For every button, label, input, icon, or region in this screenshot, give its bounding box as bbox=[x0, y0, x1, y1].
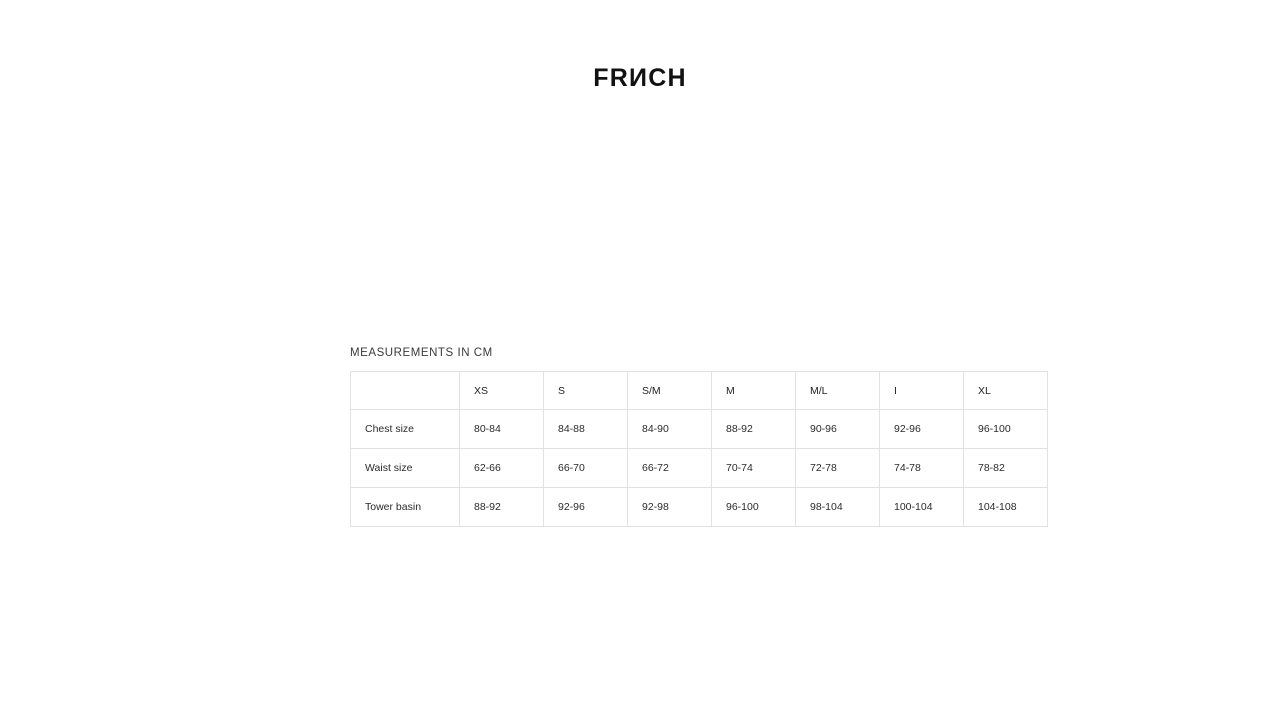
table-cell: 62-66 bbox=[460, 449, 544, 488]
measurements-caption: MEASUREMENTS IN CM bbox=[350, 347, 493, 359]
table-header-cell: XL bbox=[964, 372, 1048, 410]
row-label: Chest size bbox=[351, 410, 460, 449]
table-cell: 88-92 bbox=[460, 488, 544, 527]
brand-logo: FRИCH bbox=[593, 64, 687, 92]
table-header-cell bbox=[351, 372, 460, 410]
table-row bbox=[351, 410, 1048, 449]
row-label: Waist size bbox=[351, 449, 460, 488]
table-cell: 88-92 bbox=[712, 410, 796, 449]
table-header-cell: XS bbox=[460, 372, 544, 410]
table-cell: 92-98 bbox=[628, 488, 712, 527]
table-header-cell: S/M bbox=[628, 372, 712, 410]
table-cell: 80-84 bbox=[460, 410, 544, 449]
table-cell: 90-96 bbox=[796, 410, 880, 449]
table-row bbox=[351, 449, 1048, 488]
table-cell: 98-104 bbox=[796, 488, 880, 527]
table-cell: 66-72 bbox=[628, 449, 712, 488]
table-cell: 96-100 bbox=[712, 488, 796, 527]
table-cell: 92-96 bbox=[544, 488, 628, 527]
brand-header bbox=[0, 64, 1280, 93]
table-header-cell: M bbox=[712, 372, 796, 410]
table-cell: 74-78 bbox=[880, 449, 964, 488]
table-cell: 70-74 bbox=[712, 449, 796, 488]
size-guide-section bbox=[350, 347, 1017, 527]
table-cell: 100-104 bbox=[880, 488, 964, 527]
table-cell: 96-100 bbox=[964, 410, 1048, 449]
table-cell: 72-78 bbox=[796, 449, 880, 488]
table-row bbox=[351, 488, 1048, 527]
table-cell: 92-96 bbox=[880, 410, 964, 449]
table-cell: 78-82 bbox=[964, 449, 1048, 488]
table-header-cell: M/L bbox=[796, 372, 880, 410]
table-header-cell: S bbox=[544, 372, 628, 410]
table-cell: 84-90 bbox=[628, 410, 712, 449]
table-header-row bbox=[351, 372, 1048, 410]
size-chart-table bbox=[350, 371, 1048, 527]
table-header-cell: I bbox=[880, 372, 964, 410]
row-label: Tower basin bbox=[351, 488, 460, 527]
table-cell: 104-108 bbox=[964, 488, 1048, 527]
table-cell: 84-88 bbox=[544, 410, 628, 449]
table-cell: 66-70 bbox=[544, 449, 628, 488]
